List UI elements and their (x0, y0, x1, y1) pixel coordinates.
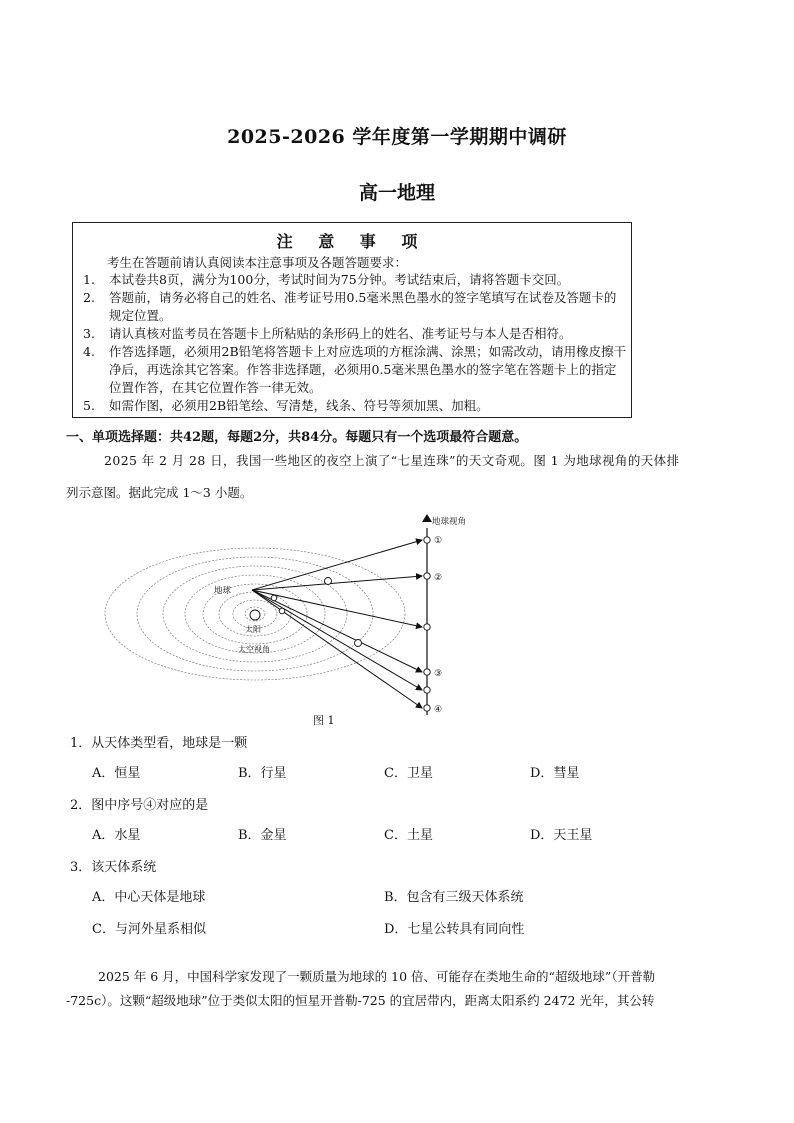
marker-3: ③ (434, 669, 443, 679)
answer-option: C．与河外星系相似 (92, 922, 206, 937)
question-stem: 3．该天体系统 (70, 860, 157, 875)
figure-caption: 图 1 (313, 714, 335, 727)
answer-option: D．彗星 (530, 766, 580, 781)
notice-item (83, 271, 628, 289)
answer-option: A．中心天体是地球 (92, 890, 206, 905)
passage-line: 2025 年 2 月 28 日，我国一些地区的夜空上演了“七星连珠”的天文奇观。图 1 为地球视角的天体排 (104, 453, 680, 468)
exam-subject: 高一地理 (358, 182, 435, 204)
question-stem: 1．从天体类型看，地球是一颗 (70, 736, 248, 751)
notice-item-number: 4. (83, 344, 95, 359)
planet-alignment-figure (200, 510, 467, 727)
notice-intro: 考生在答题前请认真阅读本注意事项及各题答题要求： (107, 255, 408, 270)
passage-line: 2025 年 6 月，中国科学家发现了一颗质量为地球的 10 倍、可能存在类地生命的“超级地球”（开普勒 (98, 969, 656, 984)
notice-item-number: 5. (83, 398, 95, 413)
marker-1: ① (434, 536, 443, 546)
notice-item-text: 作答选择题，必须用2B铅笔将答题卡上对应选项的方框涂满、涂黑；如需改动，请用橡皮擦干净后，再选涂其它答案。作答非选择题，必须用0.5毫米黑色墨水的签字笔在答题卡上的指定位置作答，在其它位置作答一律无效。 (109, 344, 627, 395)
answer-option: D．七星公转具有同向性 (384, 922, 525, 937)
notice-item (83, 397, 628, 415)
passage-line: -725c）。这颗“超级地球”位于类似太阳的恒星开普勒-725 的宜居带内，距离太阳系约 2472 光年，其公转 (66, 993, 655, 1008)
answer-option: C．土星 (384, 828, 433, 843)
answer-option: D．天王星 (530, 828, 593, 843)
sun-icon (250, 610, 260, 620)
answer-option: A．水星 (92, 828, 141, 843)
answer-option: B．金星 (238, 828, 287, 843)
space-view-label: 太空视角 (238, 645, 270, 654)
marker-4: ④ (434, 705, 443, 715)
earth-view-label: 地球视角 (432, 517, 467, 527)
notice-item-text: 请认真核对监考员在答题卡上所粘贴的条形码上的姓名、准考证号与本人是否相符。 (109, 326, 572, 341)
answer-option: B．行星 (238, 766, 287, 781)
notice-heading: 注 意 事 项 (276, 232, 428, 251)
notice-item (83, 343, 628, 397)
answer-option: A．恒星 (92, 766, 141, 781)
view-axis-arrowhead (422, 514, 432, 522)
notice-item (83, 289, 628, 325)
answer-option: B．包含有三级天体系统 (384, 890, 524, 905)
notice-item-number: 2. (83, 290, 95, 305)
notice-item-text: 本试卷共8页，满分为100分，考试时间为75分钟。考试结束后，请将答题卡交回。 (109, 272, 570, 287)
notice-box (72, 222, 632, 418)
notice-item-text: 如需作图，必须用2B铅笔绘、写清楚，线条、符号等须加黑、加粗。 (109, 398, 489, 413)
earth-label: 地球 (214, 586, 232, 596)
notice-item (83, 325, 628, 343)
question-stem: 2．图中序号④对应的是 (70, 798, 209, 813)
notice-item-number: 1. (83, 272, 95, 287)
notice-item-text: 答题前，请务必将自己的姓名、准考证号用0.5毫米黑色墨水的签字笔填写在试卷及答题卡的规定位置。 (109, 290, 617, 323)
sun-label: 太阳 (245, 625, 261, 634)
notice-item-number: 3. (83, 326, 95, 341)
answer-option: C．卫星 (384, 766, 433, 781)
exam-title: 2025-2026 学年度第一学期期中调研 (227, 126, 567, 148)
section-heading: 一、单项选择题：共42题，每题2分，共84分。每题只有一个选项最符合题意。 (66, 430, 528, 445)
marker-2: ② (434, 573, 443, 583)
sight-lines (252, 540, 422, 708)
passage-line: 列示意图。据此完成 1～3 小题。 (66, 485, 253, 500)
